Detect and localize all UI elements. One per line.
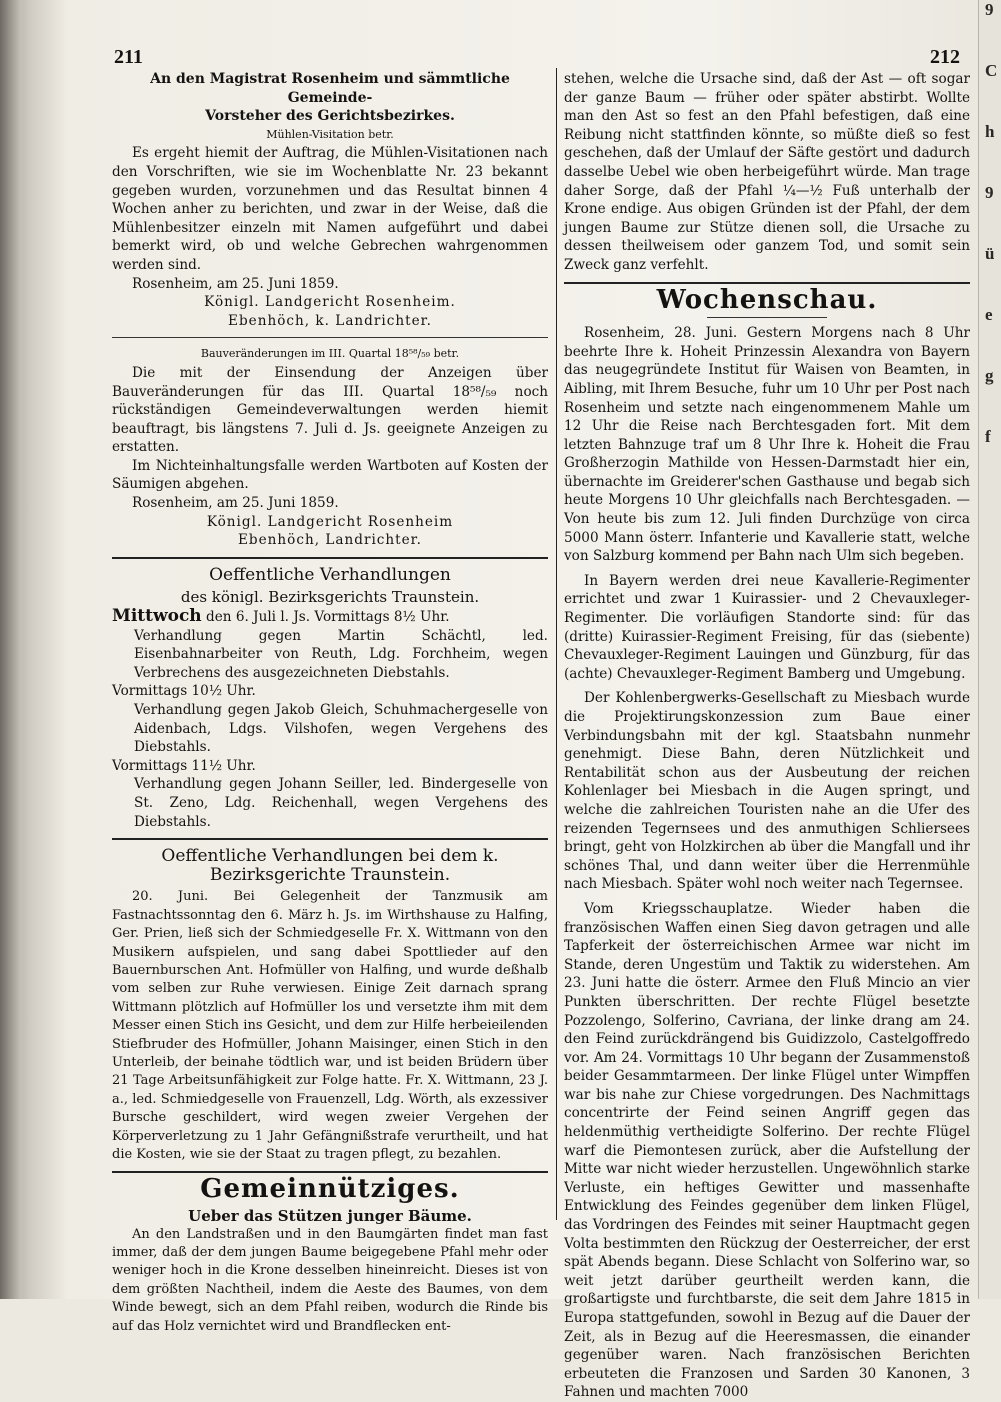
edge-letter: g [985,366,994,385]
right-page-number: 212 [930,46,960,68]
case-time: Vormittags 11½ Uhr. [112,757,256,774]
continued-text: stehen, welche die Ursache sind, daß der Ast — oft sogar der ganze Baum — früher oder später abstirbt. Wollte man den Ast so fest an den Pfahl befestigen, daß eine Reibung nicht stattfinden könnte, so müßte dieß so fest geschehen, daß der Umlauf der Säfte gestört und dadurch dasselbe Uebel wie oben herbeigeführt würde. Man trage daher Sorge, daß der Pfahl ¼—½ Fuß unterhalb der Krone endige. Aus obigen Gründen ist der Pfahl, der dem jungen Baume zur Stütze dienen soll, die Ursache zu dessen theilweisem oder ganzem Tod, und somit sein Zweck ganz verfehlt. [564,71,970,273]
notice-signature: Ebenhöch, k. Landrichter. [228,312,432,329]
edge-letter: f [985,427,991,446]
day-time: den 6. Juli l. Js. Vormittags 8½ Uhr. [206,609,450,626]
edge-letter: 9 [985,183,994,202]
section-rule [564,282,970,284]
news-paragraph: Der Kohlenbergwerks-Gesellschaft zu Miesbach wurde die Projektirungskonzession zum Baue einer Verbindungsbahn mit der kgl. Staatsbahn nunmehr genehmigt. Diese Bahn, deren Nützlichkeit und Rentabilität schon aus der Ausbeutung der reichen Kohlenlager bei Miesbach in die Augen springt, und welche die zahlreichen Touristen nahe an die Ufer des reizenden Tegernsees und des anmuthigen Schliersees bringt, geht von Holzkirchen ab über die Mangfall und ihr schönes Thal, und dann weiter über die Herrenmühle nach Miesbach. Später wohl noch weiter nach Tegernsee. [564,690,970,893]
weekday: Mittwoch [112,606,202,627]
news-paragraph: Rosenheim, 28. Juni. Gestern Morgens nach 8 Uhr beehrte Ihre k. Hoheit Prinzessin Alexandra von Bayern das neugegründete Institut für Waisen von Beamten, in Aibling, mit Ihrem Besuche, fuhr um 10 Uhr per Post nach Rosenheim und setzte nach eingenommenem Mahle um 12 Uhr die Reise nach Berchtesgaden fort. Mit dem letzten Bahnzuge traf um 8 Uhr Ihre k. Hoheit die Frau Großherzogin Mathilde von Hessen-Darmstadt hier ein, übernachte im Greiderer'schen Gasthause und begab sich heute Morgens 10 Uhr gleichfalls nach Berchtesgaden. — Von heute bis zum 12. Juli finden Durchzüge von circa 5000 Mann österr. Infanterie und Kavallerie statt, welche von Salzburg kommend per Bahn nach Ulm sich begeben. [564,325,970,565]
useful-title: Gemeinnütziges. [200,1174,460,1205]
useful-body: An den Landstraßen und in den Baumgärten findet man fast immer, daß der dem jungen Baume beigegebene Pfahl mehr oder weniger hoch in die Krone desselben hineinreicht. Dieses ist von dem größten Nachtheil, indem die Aeste des Baumes, von dem Winde bewegt, sich an dem Pfahl reiben, wodurch die Rinde bis auf das Holz vernichtet wird und Brandflecken ent- [112,1226,548,1334]
useful-subtitle: Ueber das Stützen junger Bäume. [188,1207,472,1226]
notice-body: Im Nichteinhaltungsfalle werden Wartboten auf Kosten der Säumigen abgehen. [112,457,548,493]
edge-letter: e [985,305,993,324]
proceedings-title: Oeffentliche Verhandlungen bei dem k. Bezirksgerichte Traunstein. [161,846,499,885]
title-rule [707,317,827,318]
notice-signature: Ebenhöch, Landrichter. [237,532,422,549]
notice-court: Königl. Landgericht Rosenheim [206,513,454,530]
next-page-edge [978,0,1001,1299]
section-rule [112,838,548,840]
edge-letter: C [985,61,998,80]
notice-subject: Mühlen-Visitation betr. [266,127,394,141]
case-entry: Verhandlung gegen Martin Schächtl, led. Eisenbahnarbeiter von Reuth, Ldg. Forchheim, wegen Verbrechens des ausgezeichneten Diebstahls. [134,627,548,681]
right-column [564,70,970,1402]
notice-body: Die mit der Einsendung der Anzeigen über Bauveränderungen für das III. Quartal 18⁵⁸/₅₉ noch rückständigen Gemeindeverwaltungen werden hiemit beauftragt, bis längstens 7. Juli d. Js. geeignete Anzeigen zu erstatten. [112,364,548,456]
proceedings-subtitle: des königl. Bezirksgerichts Traunstein. [180,588,480,607]
left-column [112,70,548,1336]
weekly-title: Wochenschau. [656,284,878,315]
left-page-number: 211 [114,46,143,68]
section-rule [112,557,548,559]
notice-court: Königl. Landgericht Rosenheim. [204,294,456,311]
case-entry: Verhandlung gegen Jakob Gleich, Schuhmachergeselle von Aidenbach, Ldgs. Vilshofen, wegen Vergehens des Diebstahls. [134,702,548,756]
column-divider [556,68,557,1220]
notice-subject: Bauveränderungen im III. Quartal 18⁵⁸/₅₉ betr. [200,347,460,361]
notice-heading: An den Magistrat Rosenheim und sämmtliche Gemeinde- [150,71,510,106]
edge-letter: ü [985,244,995,263]
section-rule [112,337,548,338]
notice-body: Es ergeht hiemit der Auftrag, die Mühlen-Visitationen nach den Vorschriften, wie sie im Wochenblatte Nr. 23 bekannt gegeben wurden, vorzunehmen und das Resultat binnen 4 Wochen anher zu berichten, und zwar in der Weise, daß die Mühlenbesitzer einzeln mit Namen aufgeführt und dabei bemerkt wird, ob und welche Gebrechen wahrgenommen werden sind. [112,145,548,273]
notice-heading: Vorsteher des Gerichtsbezirkes. [205,108,455,125]
case-entry: Verhandlung gegen Johann Seiller, led. Bindergeselle von St. Zeno, Ldg. Reichenhall, wegen Vergehens des Diebstahls. [134,776,548,830]
case-time: Vormittags 10½ Uhr. [112,683,256,700]
section-rule [112,1171,548,1173]
edge-letter: h [985,122,995,141]
proceedings-day [112,607,548,627]
proceedings-title: Oeffentliche Verhandlungen [209,564,451,585]
proceedings-report: 20. Juni. Bei Gelegenheit der Tanzmusik am Fastnachtssonntag den 6. März h. Js. im Wirthshause zu Halfing, Ger. Prien, ließ sich der Schmiedgeselle Fr. X. Wittmann von den Musikern aufspielen, und sang dabei Spottlieder auf den Bauernburschen Ant. Hofmüller von Halfing, und wurde deßhalb vom selben zur Ruhe verwiesen. Einige Zeit darnach sprang Wittmann plötzlich auf Hofmüller los und versetzte ihm mit dem Messer einen Stich ins Gesicht, und dem zur Hilfe herbeieilenden Stiefbruder des Hofmüller, Johann Maisinger, einen Stich in den Unterleib, der beinahe tödtlich war, und ist beiden Brüdern über 21 Tage Arbeitsunfähigkeit zur Folge hatte. Fr. X. Wittmann, 23 J. a., led. Schmiedgeselle von Frauenzell, Ldg. Wörth, als exzessiver Bursche geschildert, wird wegen zweier Vergehen der Körperverletzung zu 1 Jahr Gefängnißstrafe verurtheilt, und hat die Kosten, wie sie der Staat zu tragen pflegt, zu bezahlen. [112,889,548,1163]
news-paragraph: Vom Kriegsschauplatze. Wieder haben die französischen Waffen einen Sieg davon getragen und alle Tapferkeit der österreichischen Armee war nicht im Stande, deren Ungestüm und Taktik zu widerstehen. Am 23. Juni hatte die österr. Armee den Fluß Mincio an vier Punkten überschritten. Der rechte Flügel besetzte Pozzolengo, Solferino, Cavriana, der linke drang am 24. den Feind zurückdrängend bis Guidizzolo, Castelgoffredo vor. Am 24. Vormittags 10 Uhr begann der Zusammenstoß beider Gesammtarmeen. Der linke Flügel unter Wimpffen war bis nahe zur Chiese vorgedrungen. Des Nachmittags concentrirte der Feind seinen Angriff gegen das heldenmüthig vertheidigte Solferino. Der rechte Flügel warf die Piemontesen zurück, aber die Aufstellung der Mitte war nicht wieder herzustellen. Ungewöhnlich starke Verluste, ein heftiges Gewitter und massenhafte Entwicklung des Feindes gegenüber dem linken Flügel, das Vordringen des Feindes mit seiner Hauptmacht gegen Volta bestimmten den Rückzug der Oesterreicher, der erst spät Abends begann. Diese Schlacht von Solferino war, so weit jetzt darüber geurtheilt werden kann, die großartigste und furchtbarste, die seit dem Jahre 1815 in Europa stattgefunden, sowohl in Bezug auf die Dauer der Zeit, als in Bezug auf die Heeresmassen, die einander gegenüber waren. Nach französischen Berichten erbeuteten die Franzosen und Sarden 30 Kanonen, 3 Fahnen und machten 7000 [564,900,970,1401]
edge-letter: 9 [985,0,994,19]
notice-place-date: Rosenheim, am 25. Juni 1859. [132,495,339,512]
news-paragraph: In Bayern werden drei neue Kavallerie-Regimenter errichtet und zwar 1 Kuirassier- und 2 Chevauxleger-Regimenter. Die vorläufigen Standorte sind: für das (dritte) Kuirassier-Regiment Freising, für das (siebente) Chevauxleger-Regiment Lauingen und Günzburg, für das (achte) Chevauxleger-Regiment Bamberg und Umgebung. [564,572,970,682]
book-spine-shadow [0,0,22,1299]
notice-place-date: Rosenheim, am 25. Juni 1859. [132,275,339,292]
